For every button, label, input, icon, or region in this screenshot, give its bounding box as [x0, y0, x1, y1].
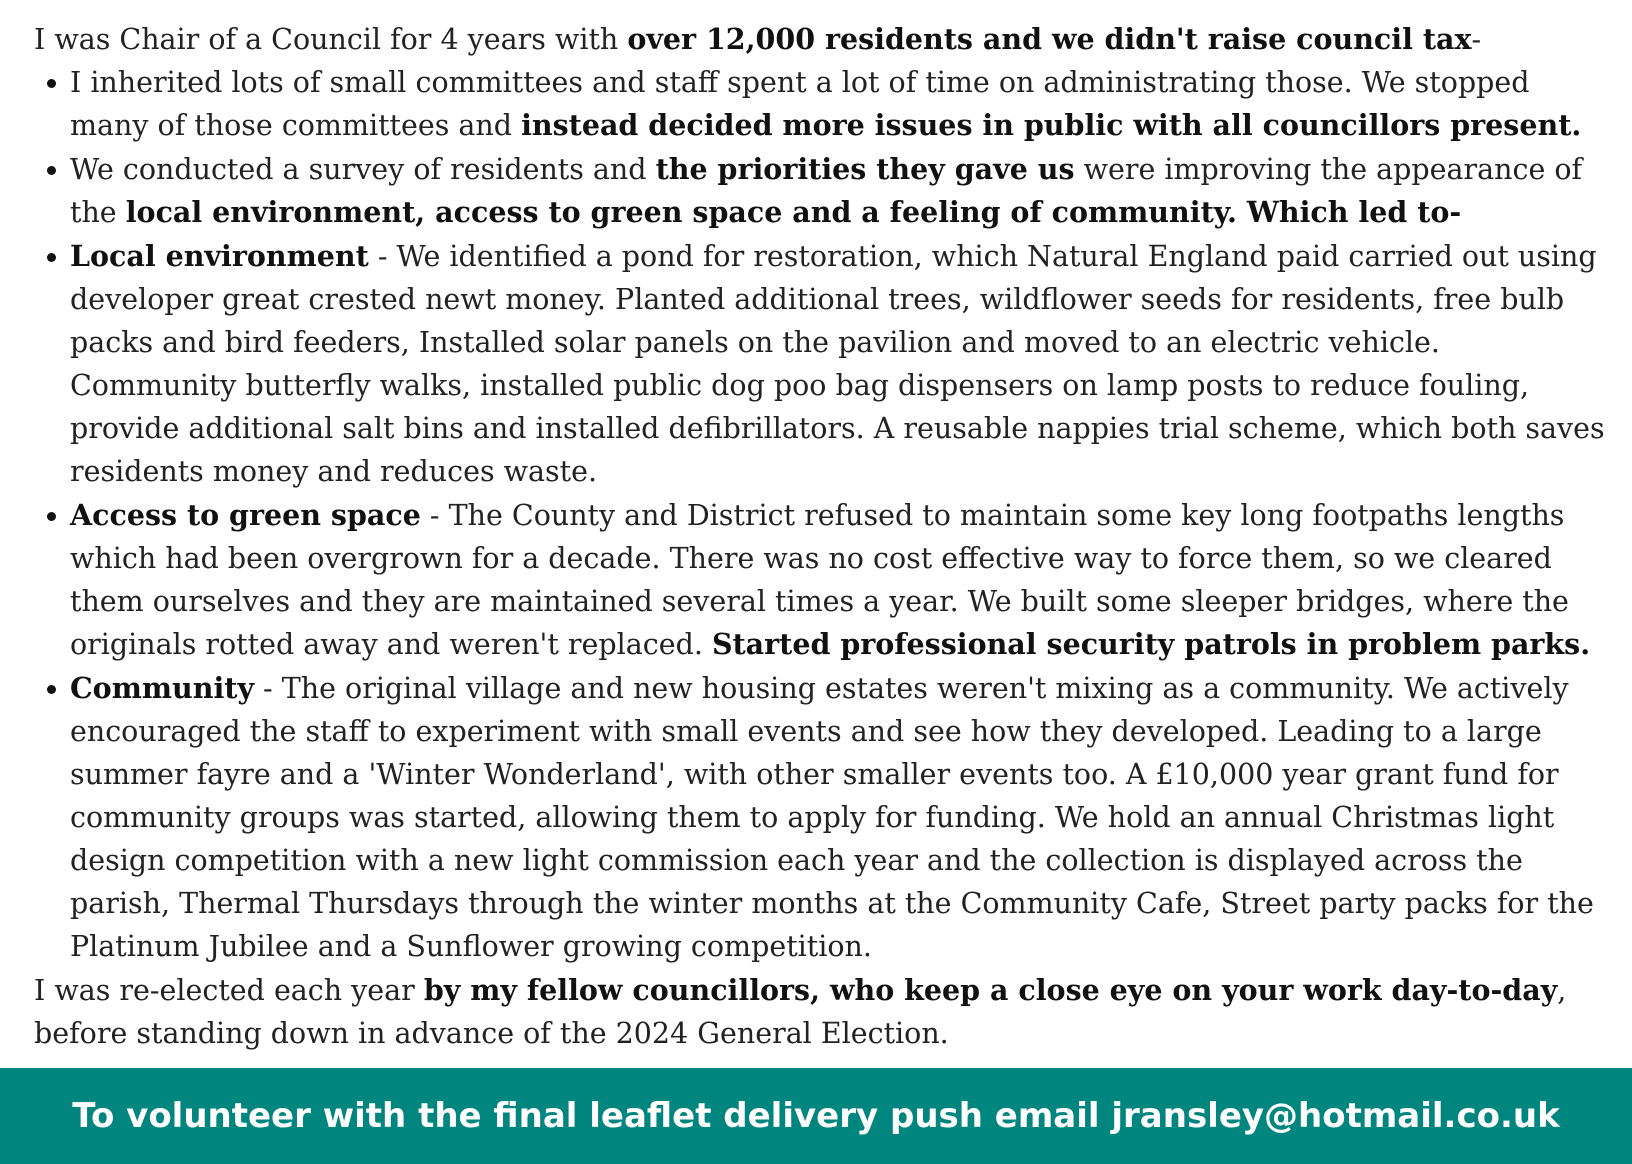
survey-bold-1: the priorities they gave us: [655, 152, 1075, 186]
outro-tail: , before standing down in advance of the 2024 General Election.: [34, 974, 1567, 1050]
intro-tail: -: [1471, 23, 1482, 56]
list-item-local-environment: [34, 235, 1609, 493]
intro-lead: I was Chair of a Council for 4 years with: [34, 23, 628, 56]
committees-text: I inherited lots of small committees and staff spent a lot of time on administrating those. We stopped many of those committees and: [70, 66, 1530, 142]
outro-paragraph: [34, 969, 1609, 1055]
survey-bold-2: local environment, access to green space and a feeling of community. Which led to-: [125, 195, 1462, 229]
list-item-survey: [34, 148, 1609, 234]
outro-bold: by my fellow councillors, who keep a close eye on your work day-to-day: [423, 973, 1558, 1007]
green-space-heading: Access to green space: [70, 498, 421, 532]
green-space-text: - The County and District refused to maintain some key long footpaths lengths which had been overgrown for a decade. There was no cost effective way to force them, so we cleared them ourselves and they are maintained several times a year. We built some sleeper bridges, where the originals rotted away and weren't replaced.: [70, 499, 1569, 661]
achievements-list: [34, 61, 1609, 968]
outro-lead: I was re-elected each year: [34, 974, 424, 1007]
survey-text-2: were improving the appearance of the: [70, 153, 1583, 229]
list-item-green-space: [34, 494, 1609, 666]
volunteer-banner: [0, 1068, 1632, 1164]
list-item-committees: [34, 61, 1609, 147]
committees-bold: instead decided more issues in public with all councillors present.: [521, 108, 1582, 142]
leaflet-body: [34, 18, 1609, 1055]
list-item-community: [34, 667, 1609, 968]
green-space-bold: Started professional security patrols in problem parks.: [711, 627, 1591, 661]
community-text: - The original village and new housing estates weren't mixing as a community. We actively encouraged the staff to experiment with small events and see how they developed. Leading to a large summer fayre and a 'Winter Wonderland', with other smaller events too. A £10,000 year grant fund for community groups was started, allowing them to apply for funding. We hold an annual Christmas light design competition with a new light commission each year and the collection is displayed across the parish, Thermal Thursdays through the winter months at the Community Cafe, Street party packs for the Platinum Jubilee and a Sunflower growing competition.: [70, 672, 1594, 963]
community-heading: Community: [70, 671, 254, 705]
survey-text-1: We conducted a survey of residents and: [70, 153, 656, 186]
intro-bold: over 12,000 residents and we didn't raise council tax: [627, 22, 1472, 56]
local-environment-heading: Local environment: [70, 239, 369, 273]
volunteer-call-to-action: To volunteer with the final leaflet delivery push email jransley@hotmail.co.uk: [72, 1096, 1560, 1136]
local-environment-text: - We identified a pond for restoration, which Natural England paid carried out using developer great crested newt money. Planted additional trees, wildflower seeds for residents, free bulb packs and bird feeders, Installed solar panels on the pavilion and moved to an electric vehicle. Community butterfly walks, installed public dog poo bag dispensers on lamp posts to reduce fouling, provide additional salt bins and installed defibrillators. A reusable nappies trial scheme, which both saves residents money and reduces waste.: [70, 240, 1605, 488]
intro-paragraph: [34, 18, 1609, 61]
